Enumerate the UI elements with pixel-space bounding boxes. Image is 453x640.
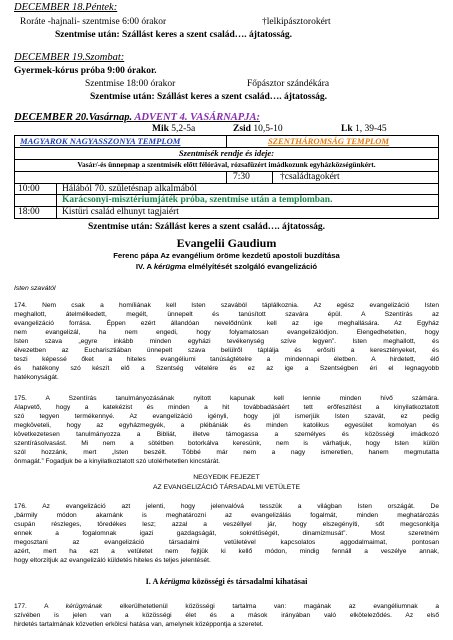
reading-2-ref: 10,5-10 — [253, 124, 283, 134]
dec20-header — [14, 112, 260, 123]
subsection-prefix: I. A — [145, 577, 160, 586]
p176-line: 176. Az evangelizáció azt jelenti, hogy jelenvalóvá tesszük a világban Isten országát. De — [14, 503, 439, 510]
church-left: MAGYAROK NAGYASSZONYA TEMPLOM — [20, 136, 181, 146]
p175-line: következetesen tanulmányozza a Bibliát, illetve támogassa a személyes és közösségi imádkozó — [14, 431, 439, 439]
p175-line: önmagát.” Fogadjuk be a kinyilatkoztatott szó utolérhetetlen kincstárát. — [14, 458, 220, 466]
dec20-feast: ADVENT 4. VASÁRNAPJA: — [134, 112, 260, 123]
p177-line1-rest: elkerülhetetlenül közösségi tartalma van: magának az evangéliumnak a — [102, 603, 439, 610]
p176-line: azért, mert ha ezt a vetületet nem fejtjük ki kellő módon, mindig fennáll a veszélye annak, — [14, 548, 439, 556]
church-right: SZENTHÁROMSÁG TEMPLOM — [268, 136, 390, 146]
reading-1 — [152, 124, 195, 134]
p177-line — [14, 602, 439, 611]
p175-line: Alapvető, hogy a katekézist és minden a hit továbbadásáért tett erőfeszítést a kinyilatkoztatott — [14, 404, 439, 412]
subsection-suffix: közösségi és társadalmi kihatásai — [190, 577, 308, 586]
p177-start: 177. A — [14, 603, 66, 610]
reading-3-book: Lk — [341, 124, 353, 134]
p177-line: szívében is jelen van a közösségi élet és a mások irányában való elköteleződés. Az első — [14, 612, 439, 620]
p174-line: teszi képessé őket a hiteles evangéliumi tanúságtételre a mindennapi életben. A hirdetett, élő — [14, 356, 439, 364]
p175-line: szó tegyen termékennyé. Az evangelizáció igényli, hogy jól ismerjük Isten szavát, ez pedig — [14, 413, 439, 421]
p175-line: 175. A Szentírás tanulmányozásának nyitott kapunak kell lennie minden hívő számára. — [14, 395, 439, 402]
chapter-4-title: AZ EVANGELIZÁCIÓ TÁRSADALMI VETÜLETE — [152, 484, 301, 491]
p174-line: 174. Nem csak a homíliának kell Isten szavából táplálkoznia. Az egész evangelizáció Isten — [14, 302, 439, 309]
p176-line: megosztani az evangelizáció társadalmi vetületével kapcsolatos aggodalmaimat, pontosan — [14, 539, 439, 547]
p174-line: evangelizáció forrása. Éppen ezért állandóan nevelődnünk kell az ige meghallására. Az Egyház — [14, 320, 439, 328]
row1-intention-right: †családtagokért — [280, 172, 340, 182]
p175-line: szól hozzánk, mert „Isten beszélt. Többé már nem a nagy ismeretlen, hanem megmutatta — [14, 449, 439, 457]
table-title: Szentmisék rendje és ideje: — [178, 148, 275, 158]
subsection-heading — [14, 577, 439, 586]
dec20-after-mass: Szentmise után: Szállást keres a szent család…. ájtatosság. — [88, 222, 326, 232]
subsection-italic: kérügma — [159, 577, 190, 586]
row2-intention: Hálából 70. születésnap alkalmából — [62, 184, 198, 194]
dec18-after-mass: Szentmise után: Szállást keres a szent család…. ájtatosság. — [55, 30, 293, 40]
p176-line: „bármily módon akarnánk is meghatározni az evangelizálás fogalmát, minden meghatározás — [14, 512, 439, 520]
p177-italic: kérügmának — [65, 603, 103, 610]
dec19-mass-intention: Főpásztor szándékára — [247, 79, 330, 89]
p176-line: hogy eltorzítjuk az evangelizáló küldetés hiteles és teljes jelentését. — [14, 557, 211, 565]
dec19-header: DECEMBER 19.Szombat: — [14, 52, 125, 63]
p174-line: Isten szava „egyre inkább minden egyházi tevékenység szíve legyen”. Isten meghallott, és — [14, 338, 439, 346]
eg-chapter-suffix: elmélyítését szolgáló evangelizáció — [185, 262, 318, 271]
row2-time: 10:00 — [18, 184, 40, 194]
p175-line: szentírásolvasást. Mi nem a sötétben botorkálva keresünk, nem is várhatjuk, hogy Isten külön — [14, 440, 439, 448]
p174-line: hatékonyságát. — [14, 374, 59, 382]
p174-line: és hatékony szó készít elő a Szentség vételére és ez az ige a Szentségben éri el legnagyobb — [14, 365, 439, 373]
paragraph-175 — [14, 394, 439, 466]
paragraph-174 — [14, 301, 439, 382]
reading-1-ref: 5,2-5a — [171, 124, 196, 134]
row1-time-right: 7:30 — [233, 172, 250, 182]
dec18-header: DECEMBER 18.Péntek: — [14, 2, 118, 13]
reading-2 — [233, 124, 283, 134]
dec20-date: DECEMBER 20.Vasárnap. — [14, 112, 133, 123]
eg-title: Evangelii Gaudium — [176, 236, 277, 250]
reading-3-ref: 1, 39-45 — [355, 124, 387, 134]
row3-nativity-play: Karácsonyi-misztériumjáték próba, szentmise után a templomban. — [62, 195, 333, 205]
p174-line: meghallott, átelmélkedett, megélt, ünnepelt és tanúsított szavára épül. A Szentírás az — [14, 311, 439, 319]
row4-intention: Kistüri család elhunyt tagjaiért — [62, 207, 179, 217]
paragraph-177 — [14, 602, 439, 629]
eg-section-heading: Isten szavától — [14, 285, 56, 292]
chapter-4-label: NEGYEDIK FEJEZET — [193, 474, 260, 481]
p176-line: csupán részleges, töredékes lesz; azzal a veszéllyel jár, hogy elszegényíti, sőt megcsonkítja — [14, 521, 439, 529]
eg-chapter-prefix: IV. A — [135, 262, 154, 271]
reading-1-book: Mik — [152, 124, 169, 134]
p177-line: hirdetés tartalmának közvetlen erkölcsi hatása van, amelynek középpontja a szeretet. — [14, 621, 264, 629]
p176-line: ennek a fogalomnak igazi gazdagságát, sokrétűségét, dinamizmusát”. Most szeretném — [14, 530, 439, 538]
p175-line: megköveteli, hogy az egyházmegyék, a plébániák és minden katolikus egyesület komolyan és — [14, 422, 439, 430]
eg-subtitle: Ferenc pápa Az evangélium öröme kezdetű apostoli buzdítása — [113, 251, 340, 260]
eg-chapter — [14, 262, 439, 271]
dec19-after-mass: Szentmise után: Szállást keres a szent család…. ájtatosság. — [90, 92, 328, 102]
p174-line: nem evangelizál, ha nem engedi, hogy folyamatosan evangelizálódjon. Elengedhetetlen, hogy — [14, 329, 439, 337]
dec19-mass-time: Szentmise 18:00 órakor — [85, 79, 176, 89]
row4-time: 18:00 — [18, 207, 40, 217]
dec19-choir: Gyermek-kórus próba 9:00 órakor. — [14, 66, 157, 76]
dec18-mass-intention: †lelkipásztorokért — [262, 17, 331, 27]
reading-2-book: Zsid — [233, 124, 251, 134]
reading-3 — [341, 124, 387, 134]
paragraph-176 — [14, 502, 439, 565]
p174-line: élvezetben az Eucharisztiában ünnepelt szava belülről táplálja és erősíti a keresztényeket, és — [14, 347, 439, 355]
eg-chapter-italic: kérügma — [153, 262, 186, 271]
dec18-mass-time: Roráte -hajnali- szentmise 6:00 órakor — [20, 17, 167, 27]
table-note: Vasár/-és ünnepnap a szentmisék előtt félórával, rózsafüzért imádkozunk egyházközségünkért. — [77, 160, 376, 169]
